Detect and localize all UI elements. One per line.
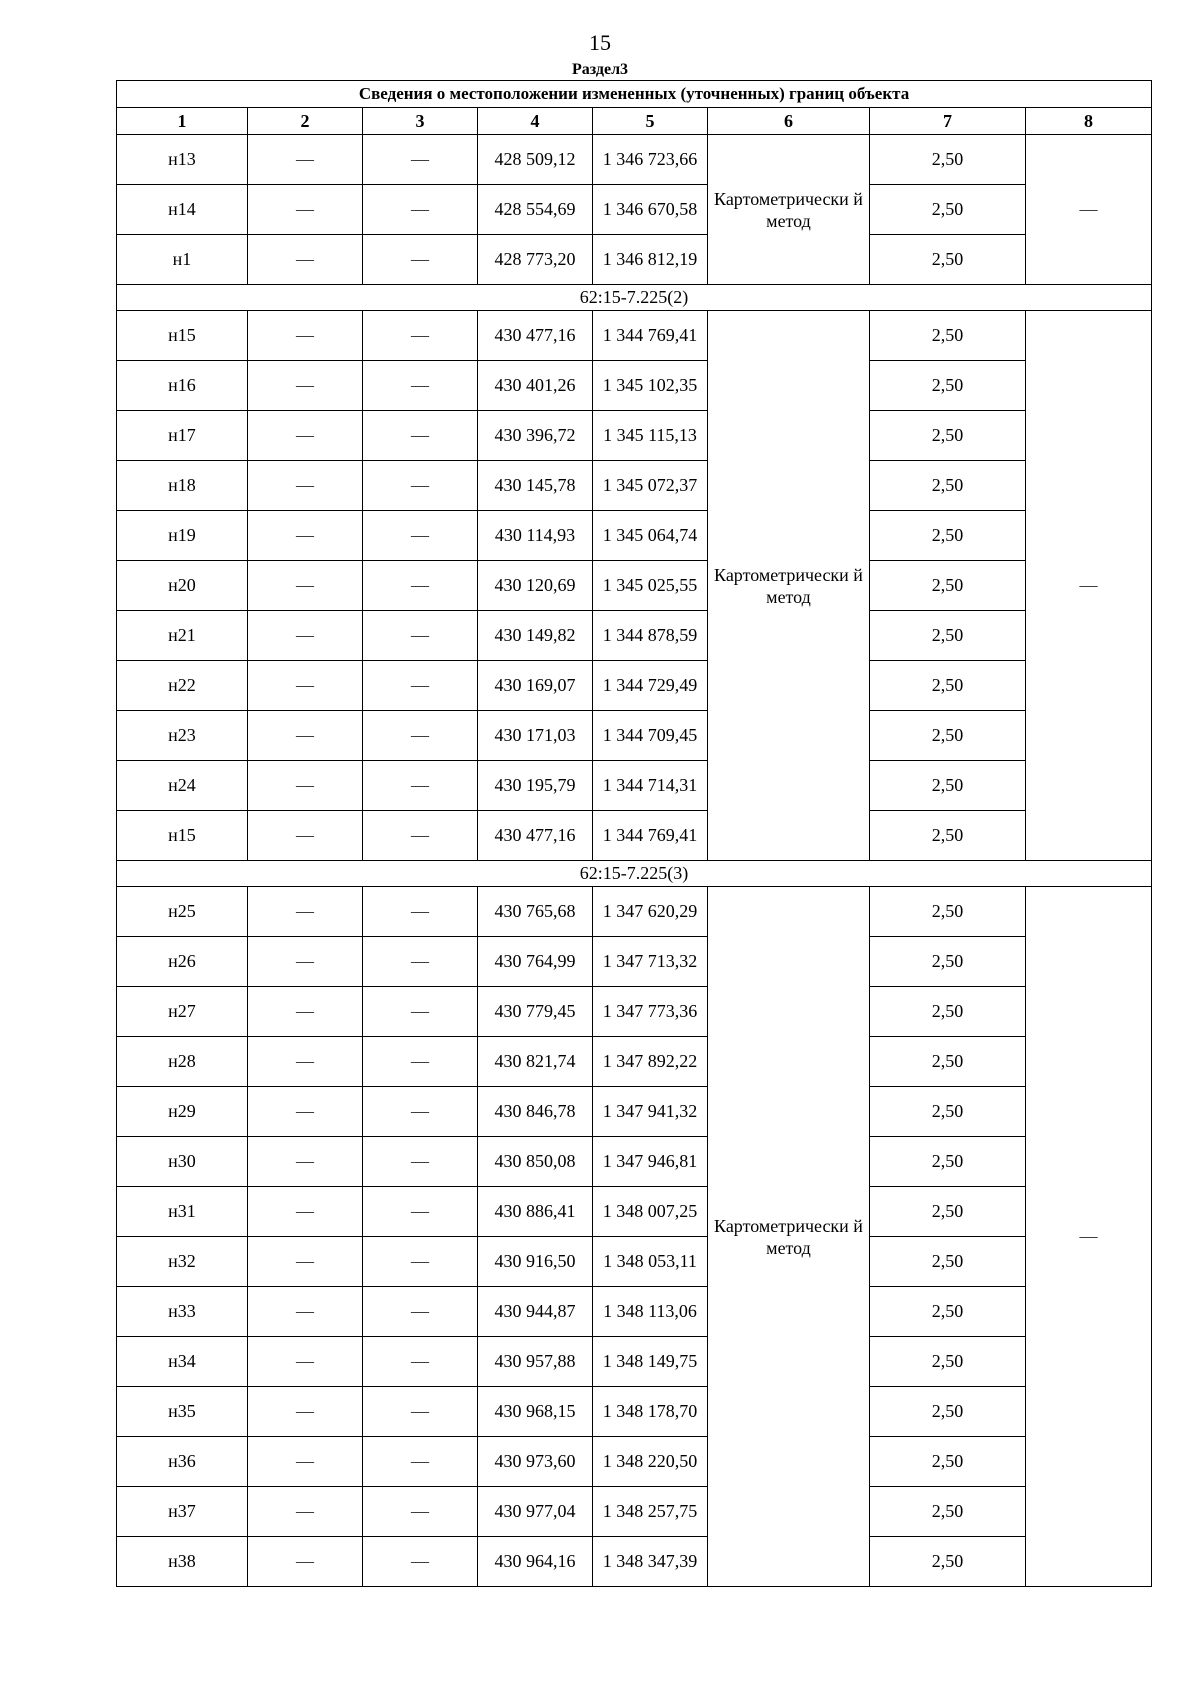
column-number-5: 5 — [593, 108, 708, 135]
table-row — [117, 611, 1152, 661]
precision-value: 2,50 — [870, 311, 1026, 361]
new-y-coordinate: 1 344 769,41 — [593, 311, 708, 361]
group-header-row — [117, 861, 1152, 887]
existing-x-cell: — — [248, 1537, 363, 1587]
precision-value: 2,50 — [870, 1137, 1026, 1187]
precision-value: 2,50 — [870, 361, 1026, 411]
description-cell: — — [1026, 887, 1152, 1587]
table-row — [117, 1437, 1152, 1487]
table-row — [117, 1187, 1152, 1237]
existing-x-cell: — — [248, 1087, 363, 1137]
determination-method: Картометрически й метод — [708, 887, 870, 1587]
point-designation: н21 — [117, 611, 248, 661]
precision-value: 2,50 — [870, 1437, 1026, 1487]
new-x-coordinate: 430 396,72 — [478, 411, 593, 461]
point-designation: н17 — [117, 411, 248, 461]
existing-y-cell: — — [363, 361, 478, 411]
precision-value: 2,50 — [870, 1087, 1026, 1137]
new-x-coordinate: 428 773,20 — [478, 235, 593, 285]
precision-value: 2,50 — [870, 135, 1026, 185]
existing-y-cell: — — [363, 811, 478, 861]
new-x-coordinate: 430 149,82 — [478, 611, 593, 661]
existing-x-cell: — — [248, 937, 363, 987]
new-y-coordinate: 1 348 347,39 — [593, 1537, 708, 1587]
point-designation: н37 — [117, 1487, 248, 1537]
determination-method: Картометрически й метод — [708, 135, 870, 285]
table-row — [117, 361, 1152, 411]
new-x-coordinate: 430 779,45 — [478, 987, 593, 1037]
column-number-2: 2 — [248, 108, 363, 135]
existing-x-cell: — — [248, 311, 363, 361]
table-row — [117, 411, 1152, 461]
new-x-coordinate: 428 554,69 — [478, 185, 593, 235]
table-row — [117, 937, 1152, 987]
existing-y-cell: — — [363, 937, 478, 987]
existing-y-cell: — — [363, 1037, 478, 1087]
table-row — [117, 1537, 1152, 1587]
new-y-coordinate: 1 345 064,74 — [593, 511, 708, 561]
new-x-coordinate: 430 821,74 — [478, 1037, 593, 1087]
existing-y-cell: — — [363, 511, 478, 561]
precision-value: 2,50 — [870, 461, 1026, 511]
precision-value: 2,50 — [870, 1287, 1026, 1337]
existing-x-cell: — — [248, 185, 363, 235]
existing-x-cell: — — [248, 1137, 363, 1187]
new-x-coordinate: 430 957,88 — [478, 1337, 593, 1387]
existing-y-cell: — — [363, 1187, 478, 1237]
new-x-coordinate: 430 944,87 — [478, 1287, 593, 1337]
existing-x-cell: — — [248, 1037, 363, 1087]
table-row — [117, 135, 1152, 185]
new-x-coordinate: 430 973,60 — [478, 1437, 593, 1487]
table-row — [117, 1137, 1152, 1187]
table-row — [117, 235, 1152, 285]
existing-x-cell: — — [248, 1287, 363, 1337]
precision-value: 2,50 — [870, 1337, 1026, 1387]
point-designation: н32 — [117, 1237, 248, 1287]
section-title: Раздел3 — [571, 61, 629, 78]
existing-y-cell: — — [363, 561, 478, 611]
table-row — [117, 511, 1152, 561]
existing-y-cell: — — [363, 887, 478, 937]
new-y-coordinate: 1 348 178,70 — [593, 1387, 708, 1437]
new-x-coordinate: 430 169,07 — [478, 661, 593, 711]
existing-y-cell: — — [363, 1337, 478, 1387]
new-x-coordinate: 430 850,08 — [478, 1137, 593, 1187]
new-x-coordinate: 430 964,16 — [478, 1537, 593, 1587]
table-row — [117, 185, 1152, 235]
existing-x-cell: — — [248, 511, 363, 561]
parcel-part-label: 62:15-7.225(3) — [117, 861, 1152, 887]
existing-x-cell: — — [248, 461, 363, 511]
new-y-coordinate: 1 344 729,49 — [593, 661, 708, 711]
point-designation: н38 — [117, 1537, 248, 1587]
precision-value: 2,50 — [870, 1237, 1026, 1287]
table-row — [117, 1487, 1152, 1537]
new-y-coordinate: 1 346 670,58 — [593, 185, 708, 235]
new-y-coordinate: 1 347 773,36 — [593, 987, 708, 1037]
precision-value: 2,50 — [870, 711, 1026, 761]
new-x-coordinate: 430 171,03 — [478, 711, 593, 761]
point-designation: н16 — [117, 361, 248, 411]
parcel-part-label: 62:15-7.225(2) — [117, 285, 1152, 311]
new-x-coordinate: 430 195,79 — [478, 761, 593, 811]
existing-x-cell: — — [248, 411, 363, 461]
precision-value: 2,50 — [870, 1187, 1026, 1237]
existing-x-cell: — — [248, 1387, 363, 1437]
existing-y-cell: — — [363, 411, 478, 461]
precision-value: 2,50 — [870, 1387, 1026, 1437]
existing-x-cell: — — [248, 711, 363, 761]
precision-value: 2,50 — [870, 185, 1026, 235]
point-designation: н30 — [117, 1137, 248, 1187]
description-cell: — — [1026, 135, 1152, 285]
existing-y-cell: — — [363, 1387, 478, 1437]
new-y-coordinate: 1 348 053,11 — [593, 1237, 708, 1287]
existing-x-cell: — — [248, 135, 363, 185]
existing-y-cell: — — [363, 1487, 478, 1537]
existing-y-cell: — — [363, 1437, 478, 1487]
existing-x-cell: — — [248, 1237, 363, 1287]
precision-value: 2,50 — [870, 1537, 1026, 1587]
new-x-coordinate: 430 145,78 — [478, 461, 593, 511]
existing-y-cell: — — [363, 185, 478, 235]
new-x-coordinate: 428 509,12 — [478, 135, 593, 185]
new-y-coordinate: 1 346 812,19 — [593, 235, 708, 285]
point-designation: н23 — [117, 711, 248, 761]
new-y-coordinate: 1 344 878,59 — [593, 611, 708, 661]
point-designation: н14 — [117, 185, 248, 235]
point-designation: н25 — [117, 887, 248, 937]
existing-y-cell: — — [363, 611, 478, 661]
new-y-coordinate: 1 347 620,29 — [593, 887, 708, 937]
new-y-coordinate: 1 347 946,81 — [593, 1137, 708, 1187]
existing-x-cell: — — [248, 661, 363, 711]
point-designation: н26 — [117, 937, 248, 987]
table-row — [117, 1037, 1152, 1087]
point-designation: н27 — [117, 987, 248, 1037]
existing-x-cell: — — [248, 361, 363, 411]
new-y-coordinate: 1 348 113,06 — [593, 1287, 708, 1337]
existing-y-cell: — — [363, 461, 478, 511]
point-designation: н13 — [117, 135, 248, 185]
new-y-coordinate: 1 348 220,50 — [593, 1437, 708, 1487]
existing-y-cell: — — [363, 661, 478, 711]
precision-value: 2,50 — [870, 611, 1026, 661]
point-designation: н36 — [117, 1437, 248, 1487]
new-x-coordinate: 430 764,99 — [478, 937, 593, 987]
new-y-coordinate: 1 348 007,25 — [593, 1187, 708, 1237]
existing-x-cell: — — [248, 1487, 363, 1537]
column-number-row — [117, 108, 1152, 135]
precision-value: 2,50 — [870, 1037, 1026, 1087]
point-designation: н35 — [117, 1387, 248, 1437]
existing-x-cell: — — [248, 887, 363, 937]
precision-value: 2,50 — [870, 811, 1026, 861]
table-row — [117, 1287, 1152, 1337]
new-y-coordinate: 1 347 941,32 — [593, 1087, 708, 1137]
new-x-coordinate: 430 846,78 — [478, 1087, 593, 1137]
column-number-8: 8 — [1026, 108, 1152, 135]
new-x-coordinate: 430 401,26 — [478, 361, 593, 411]
point-designation: н20 — [117, 561, 248, 611]
table-row — [117, 311, 1152, 361]
description-cell: — — [1026, 311, 1152, 861]
column-number-7: 7 — [870, 108, 1026, 135]
new-y-coordinate: 1 347 713,32 — [593, 937, 708, 987]
existing-y-cell: — — [363, 1237, 478, 1287]
existing-y-cell: — — [363, 311, 478, 361]
precision-value: 2,50 — [870, 1487, 1026, 1537]
new-y-coordinate: 1 345 115,13 — [593, 411, 708, 461]
column-number-6: 6 — [708, 108, 870, 135]
point-designation: н29 — [117, 1087, 248, 1137]
new-y-coordinate: 1 348 149,75 — [593, 1337, 708, 1387]
precision-value: 2,50 — [870, 887, 1026, 937]
existing-y-cell: — — [363, 1137, 478, 1187]
existing-x-cell: — — [248, 1337, 363, 1387]
existing-y-cell: — — [363, 135, 478, 185]
page-number: 15 — [589, 30, 611, 55]
new-x-coordinate: 430 114,93 — [478, 511, 593, 561]
precision-value: 2,50 — [870, 235, 1026, 285]
existing-x-cell: — — [248, 1187, 363, 1237]
precision-value: 2,50 — [870, 511, 1026, 561]
table-row — [117, 461, 1152, 511]
precision-value: 2,50 — [870, 987, 1026, 1037]
table-body — [117, 135, 1152, 1587]
table-row — [117, 1087, 1152, 1137]
new-x-coordinate: 430 916,50 — [478, 1237, 593, 1287]
existing-y-cell: — — [363, 711, 478, 761]
point-designation: н22 — [117, 661, 248, 711]
table-caption: Сведения о местоположении измененных (уточненных) границ объекта — [117, 81, 1152, 108]
precision-value: 2,50 — [870, 937, 1026, 987]
precision-value: 2,50 — [870, 411, 1026, 461]
point-designation: н15 — [117, 311, 248, 361]
point-designation: н18 — [117, 461, 248, 511]
new-x-coordinate: 430 977,04 — [478, 1487, 593, 1537]
existing-x-cell: — — [248, 761, 363, 811]
table-row — [117, 561, 1152, 611]
point-designation: н34 — [117, 1337, 248, 1387]
new-y-coordinate: 1 344 769,41 — [593, 811, 708, 861]
point-designation: н1 — [117, 235, 248, 285]
new-y-coordinate: 1 345 025,55 — [593, 561, 708, 611]
table-row — [117, 761, 1152, 811]
table-row — [117, 811, 1152, 861]
existing-y-cell: — — [363, 1287, 478, 1337]
precision-value: 2,50 — [870, 561, 1026, 611]
new-x-coordinate: 430 477,16 — [478, 311, 593, 361]
table-row — [117, 711, 1152, 761]
new-y-coordinate: 1 344 714,31 — [593, 761, 708, 811]
table-row — [117, 987, 1152, 1037]
table-row — [117, 1237, 1152, 1287]
point-designation: н33 — [117, 1287, 248, 1337]
existing-x-cell: — — [248, 987, 363, 1037]
new-y-coordinate: 1 347 892,22 — [593, 1037, 708, 1087]
new-y-coordinate: 1 344 709,45 — [593, 711, 708, 761]
existing-x-cell: — — [248, 561, 363, 611]
new-y-coordinate: 1 346 723,66 — [593, 135, 708, 185]
new-x-coordinate: 430 886,41 — [478, 1187, 593, 1237]
group-header-row — [117, 285, 1152, 311]
point-designation: н28 — [117, 1037, 248, 1087]
new-x-coordinate: 430 120,69 — [478, 561, 593, 611]
existing-x-cell: — — [248, 1437, 363, 1487]
precision-value: 2,50 — [870, 661, 1026, 711]
point-designation: н24 — [117, 761, 248, 811]
boundary-coordinates-table — [116, 80, 1152, 1587]
table-row — [117, 1337, 1152, 1387]
new-x-coordinate: 430 765,68 — [478, 887, 593, 937]
point-designation: н15 — [117, 811, 248, 861]
table-row — [117, 1387, 1152, 1437]
existing-y-cell: — — [363, 1087, 478, 1137]
existing-y-cell: — — [363, 761, 478, 811]
column-number-4: 4 — [478, 108, 593, 135]
table-row — [117, 887, 1152, 937]
existing-y-cell: — — [363, 235, 478, 285]
new-y-coordinate: 1 345 102,35 — [593, 361, 708, 411]
new-x-coordinate: 430 968,15 — [478, 1387, 593, 1437]
precision-value: 2,50 — [870, 761, 1026, 811]
column-number-1: 1 — [117, 108, 248, 135]
existing-y-cell: — — [363, 987, 478, 1037]
new-y-coordinate: 1 345 072,37 — [593, 461, 708, 511]
column-number-3: 3 — [363, 108, 478, 135]
existing-y-cell: — — [363, 1537, 478, 1587]
existing-x-cell: — — [248, 235, 363, 285]
existing-x-cell: — — [248, 611, 363, 661]
new-x-coordinate: 430 477,16 — [478, 811, 593, 861]
point-designation: н19 — [117, 511, 248, 561]
table-row — [117, 661, 1152, 711]
existing-x-cell: — — [248, 811, 363, 861]
point-designation: н31 — [117, 1187, 248, 1237]
determination-method: Картометрически й метод — [708, 311, 870, 861]
new-y-coordinate: 1 348 257,75 — [593, 1487, 708, 1537]
